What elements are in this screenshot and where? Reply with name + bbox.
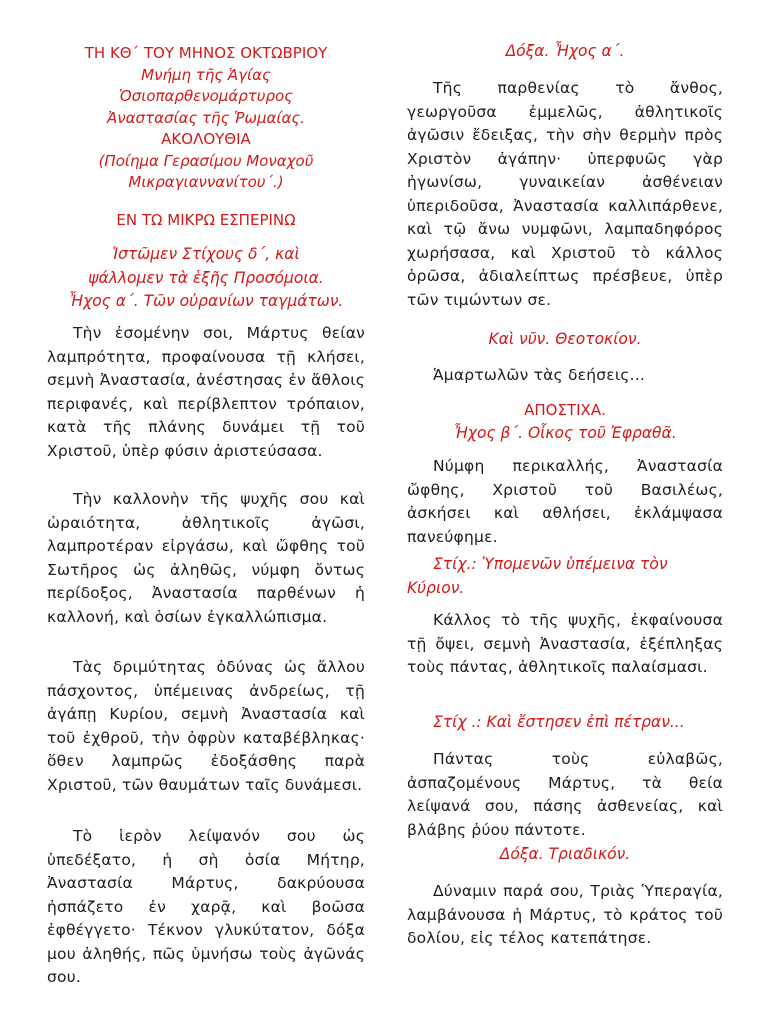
doxa-heading: Δόξα. Ἦχος α΄. — [505, 42, 625, 60]
doxa-heading-block — [407, 40, 723, 64]
vespers-heading: ΕΝ ΤΩ ΜΙΚΡΩ ΕΣΠΕΡΙΝΩ — [116, 211, 296, 229]
stanza-block — [47, 825, 365, 990]
title-saint-line: Ὁσιοπαρθενομάρτυρος — [119, 87, 293, 105]
aposticha-heading: ΑΠΟΣΤΙΧΑ. — [524, 401, 606, 419]
theotokion-block — [407, 364, 723, 388]
aposticha-stanza-3: Πάντας τοὺς εὐλαβῶς, ἀσπαζομένους Μάρτυς, τὰ θεία λείψανά σου, πάσης ἀσθενείας, καὶ βλάβης ῥύου πάντοτε. — [407, 750, 723, 839]
theotokion-text: Ἁμαρτωλῶν τὰς δεήσεις... — [433, 366, 645, 384]
rubric-line: Ἦχος α΄. Τῶν οὐρανίων ταγμάτων. — [68, 292, 344, 310]
rubric-line: ψάλλομεν τὰ ἑξῆς Προσόμοια. — [88, 268, 324, 287]
title-memory-line: Μνήμη τῆς Ἁγίας — [141, 65, 271, 84]
stich-2-block — [407, 711, 723, 735]
kai-nyn-heading-block — [407, 328, 723, 352]
stanza-block — [47, 488, 365, 629]
stanza-1: Τὴν ἐσομένην σοι, Μάρτυς θείαν λαμπρότητα, προφαίνουσα τῇ κλήσει, σεμνὴ Ἀναστασία, ἀνέστησας ἐν ἄθλοις περιφανές, καὶ περίβλεπτον τρόπαιον, κατὰ τῆς πλάνης δυνάμει τῇ τοῦ Χριστοῦ, ὑπὲρ φύσιν ἀριστεύσασα. — [47, 324, 365, 460]
title-author-line: (Ποίημα Γερασίμου Μοναχοῦ — [98, 151, 314, 170]
doxa-triadikon-heading: Δόξα. Τριαδικόν. — [499, 845, 631, 863]
rubric-block — [47, 243, 365, 314]
stich-1: Στίχ.: Ὑπομενῶν ὑπέμεινα τὸν Κύριον. — [407, 555, 668, 597]
aposticha-stanza-1: Νύμφη περικαλλής, Ἀναστασία ὤφθης, Χριστοῦ τοῦ Βασιλέως, ἀσκήσει καὶ αθλήσει, ἐκλάμψασα πανεύφημε. — [407, 457, 723, 546]
title-akolouthia: ΑΚΟΛΟΥΘΙΑ — [161, 130, 251, 148]
title-block — [47, 43, 365, 194]
doxa-triadikon-stanza: Δύναμιν παρά σου, Τριὰς Ὑπεραγία, λαμβάνουσα ἡ Μάρτυς, τὸ κράτος τοῦ δολίου, εἰς τέλος κατεπάτησε. — [407, 882, 723, 947]
doxa-text-block — [407, 77, 723, 312]
kai-nyn-heading: Καὶ νῦν. Θεοτοκίον. — [488, 330, 642, 348]
aposticha-heading-block — [407, 400, 723, 445]
doxa-stanza: Τῆς παρθενίας τὸ ἄνθος, γεωργοῦσα ἐμμελῶς, ἀθλητικοῖς ἀγῶσιν ἔδειξας, τὴν σὴν θερμὴν πρὸς Χριστὸν ἀγάπην· ὑπερφυῶς γὰρ ἠγωνίσω, γυναικείαν ἀσθένειαν ὑπεριδοῦσα, Ἀναστασία καλλιπάρθενε, καὶ τῷ ἄνω νυμφῶνι, λαμπαδηφόρος χωρήσασα, καὶ Χριστοῦ τὸ κάλλος ὁρῶσα, ἀδιαλείπτως πρέσβευε, ὑπὲρ τῶν τιμώντων σε. — [407, 79, 723, 309]
title-date-line: ΤΗ ΚΘ΄ ΤΟΥ ΜΗΝΟΣ ΟΚΤΩΒΡΙΟΥ — [84, 44, 328, 62]
aposticha-stanza-2: Κάλλος τὸ τῆς ψυχῆς, ἐκφαίνουσα τῇ ὄψει, σεμνὴ Ἀναστασία, ἐξέπληξας τοὺς πάντας, ἀθλητικοῖς παλαίσμασι. — [407, 611, 723, 676]
rubric-line: Ἱστῶμεν Στίχους δ΄, καὶ — [112, 245, 300, 263]
stich-2: Στίχ .: Καὶ ἔστησεν ἐπὶ πέτραν... — [433, 713, 685, 731]
doxa2-heading-block — [407, 843, 723, 867]
stanza-block — [47, 322, 365, 463]
title-saint-name-line: Ἀναστασίας τῆς Ῥωμαίας. — [107, 108, 305, 127]
vespers-heading-block — [47, 210, 365, 232]
aposticha-3-block — [407, 748, 723, 842]
doxa2-text-block — [407, 880, 723, 951]
stanza-block — [47, 656, 365, 797]
stanza-3: Τὰς δριμύτητας ὀδύνας ὡς ἄλλου πάσχοντος, ὑπέμεινας ἀνδρείως, τῇ ἀγάπῃ Κυρίου, σεμνὴ Ἀναστασία καὶ τοῦ ἐχθροῦ, τὴν ὀφρὺν καταβέβληκας· ὅθεν λαμπρῶς ἐδοξάσθης παρὰ Χριστοῦ, τῶν θαυμάτων ταῖς δυνάμεσι. — [47, 658, 365, 794]
stanza-2: Τὴν καλλονὴν τῆς ψυχῆς σου καὶ ὡραιότητα, ἀθλητικοῖς ἀγῶσι, λαμπροτέραν εἰργάσω, καὶ ὤφθης τοῦ Σωτῆρος ὡς ἀληθῶς, νύμφη ὄντως περίδοξος, Ἀναστασία παρθένων ἡ καλλονή, καὶ ὁσίων ἐγκαλλώπισμα. — [47, 490, 365, 626]
aposticha-1-block — [407, 455, 723, 549]
title-author-name-line: Μικραγιαννανίτου΄.) — [128, 173, 284, 191]
stanza-4: Τὸ ἱερὸν λείψανόν σου ὡς ὑπεδέξατο, ἡ σὴ ὁσία Μήτηρ, Ἀναστασία Μάρτυς, δακρύουσα ἠσπάζετο ἐν χαρᾷ, καὶ βοῶσα ἐφθέγγετο· Τέκνον γλυκύτατον, δόξα μου ἀληθής, πῶς ὑμνήσω τοὺς ἀγῶνάς σου. — [47, 827, 365, 986]
stich-1-block — [407, 553, 723, 600]
aposticha-2-block — [407, 609, 723, 680]
aposticha-subheading: Ἦχος β΄. Οἶκος τοῦ Ἐφραθᾶ. — [453, 423, 677, 442]
